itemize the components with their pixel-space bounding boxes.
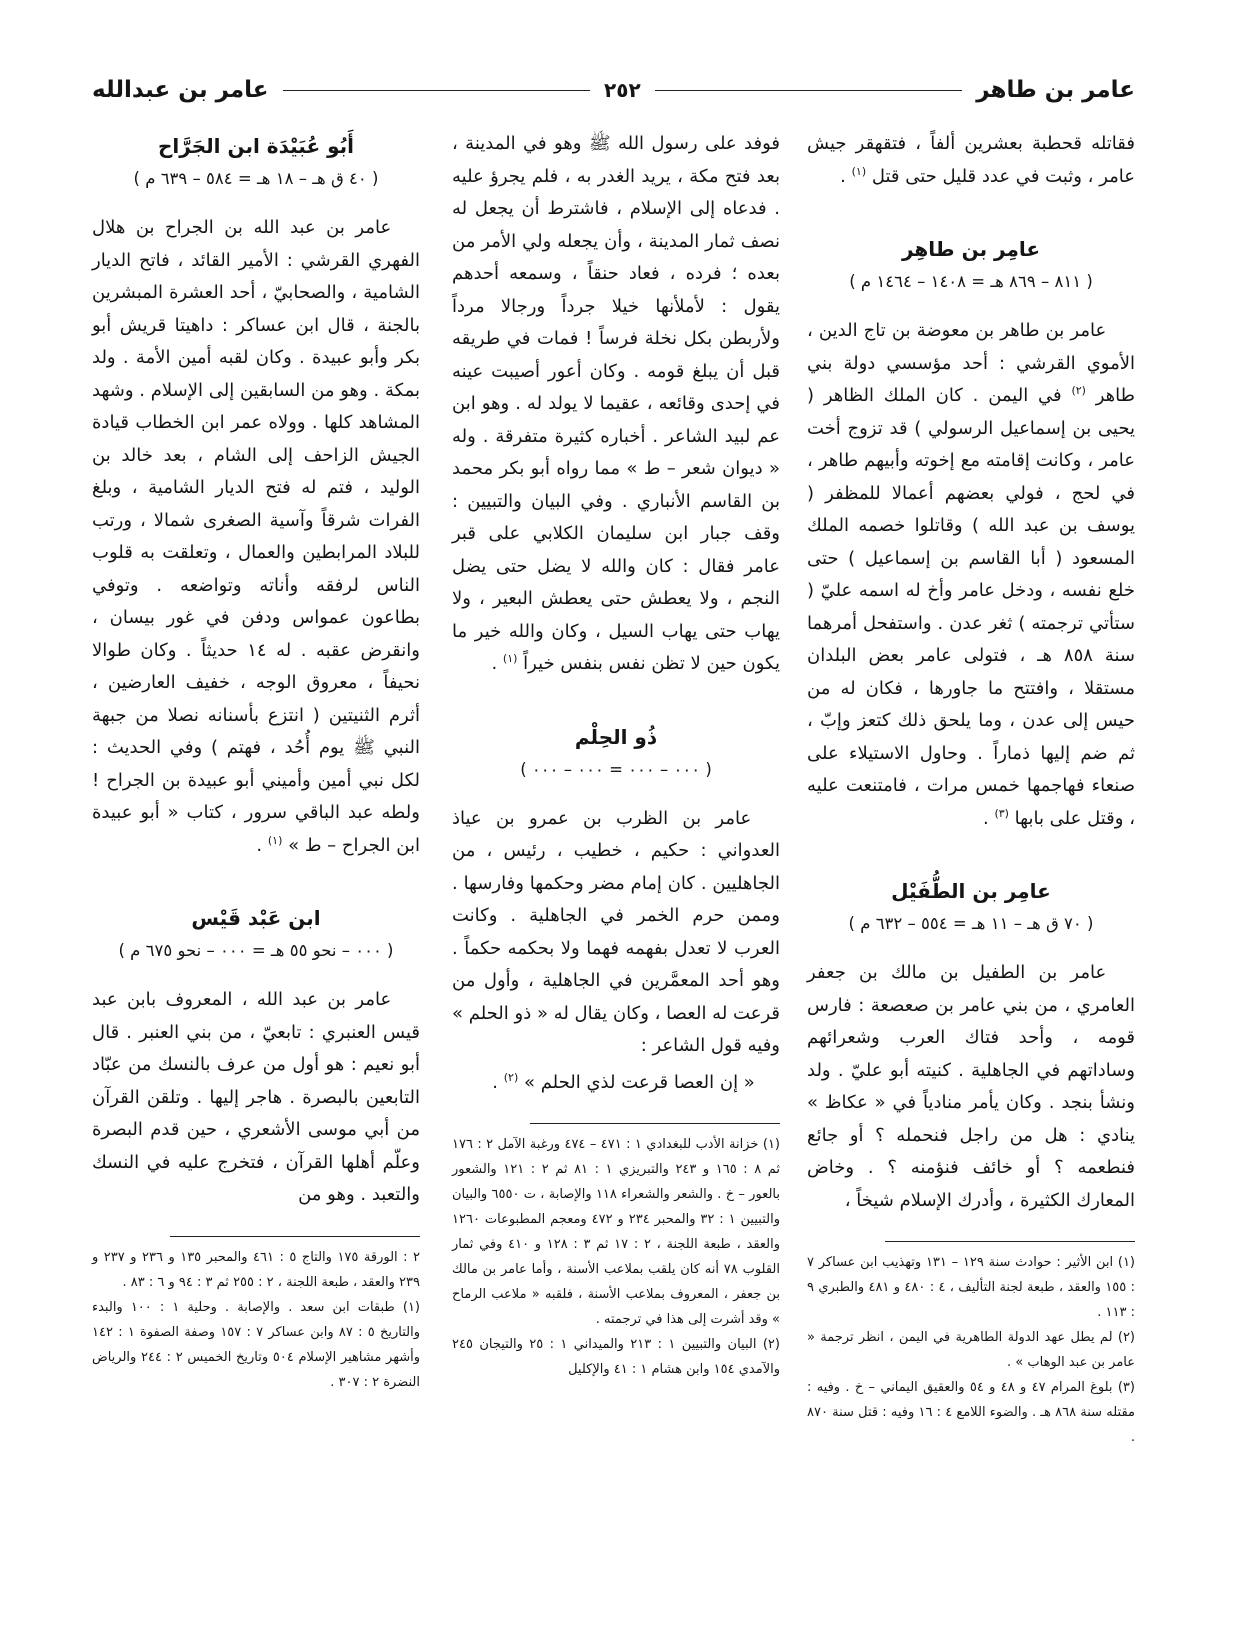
footnote-marker: (١)	[851, 164, 867, 178]
footnote-marker: (٣)	[994, 806, 1009, 820]
header-rule	[655, 90, 963, 91]
entry-dates: ( ٨١١ – ٨٦٩ هـ = ١٤٠٨ – ١٤٦٤ م )	[849, 272, 1093, 291]
entry-body: عامر بن عبد الله ، المعروف بابن عبد قيس العنبري : تابعيّ ، من بني العنبر . قال أبو نعيم : هو أول من عرف بالنسك من عبّاد التابعين بالبصرة . هاجر إليها . وتلقن القرآن من أبي موسى الأشعري ، حين قدم البصرة وعلّم أهلها القرآن ، فتخرج عليه في النسك والتعبد . وهو من	[92, 989, 420, 1205]
footnote: (٢) البيان والتبيين ١ : ٢١٣ والميداني ١ : ٢٥ والتيجان ٢٤٥ والآمدي ١٥٤ وابن هشام ١ : ٤١ والإكليل	[452, 1337, 780, 1377]
footnote-separator	[885, 1241, 1135, 1242]
header-right-title: عامر بن طاهر	[976, 77, 1135, 103]
paragraph-text: فوفد على رسول الله ﷺ وهو في المدينة ، بعد فتح مكة ، يريد الغدر به ، فلم يجرؤ عليه . فدعاه إلى الإسلام ، فاشترط أن يجعل له نصف ثمار المدينة ، وأن يجعله ولي الأمر من بعده ؛ فرده ، فعاد حنقاً ، وسمعه أحدهم يقول : لأملأنها خيلا جرداً ورجالا مرداً ولأربطن بكل نخلة فرساً ! فمات في طريقه قبل أن يبلغ قومه . وكان أعور أصيبت عينه في إحدى وقائعه ، عقيما لا يولد له . وهو ابن عم لبيد الشاعر . أخباره كثيرة متفرقة . وله « ديوان شعر – ط » مما رواه أبو بكر محمد بن القاسم الأنباري . وفي البيان والتبيين : وقف جبار ابن سليمان الكلابي على قبر عامر فقال : كان والله لا يضل حتى يضل النجم ، ولا يعطش حتى يعطش البعير ، ولا يهاب حتى يهاب السيل ، وكان والله خير ما يكون حين لا تظن نفس بنفس خيراً	[452, 133, 780, 674]
footnote: (١) ابن الأثير : حوادث سنة ١٢٩ – ١٣١ وتهذيب ابن عساكر ٧ : ١٥٥ والعقد ، طبعة لجنة التأليف ، ٤ : ٤٨٠ و ٤٨١ والطبري ٩ : ١١٣ .	[807, 1255, 1135, 1320]
entry-body	[807, 315, 1135, 835]
paragraph-text: .	[982, 807, 995, 829]
entry-heading: أَبُو عُبَيْدَة ابن الجَرَّاح	[158, 134, 354, 158]
column-middle	[452, 128, 780, 1382]
footnote: ٢ : الورقة ١٧٥ والتاج ٥ : ٤٦١ والمحبر ١٣٥ و ٢٣٦ و ٢٣٧ و ٢٣٩ والعقد ، طبعة اللجنة ، ٢ : ٢٥٥ ثم ٣ : ٩٤ و ٦ : ٨٣ .	[92, 1249, 420, 1290]
entry-heading: عامِر بن طاهِر	[901, 237, 1041, 261]
footnote-marker: (٢)	[1071, 384, 1086, 397]
footnote: (١) طبقات ابن سعد . والإصابة . وحلية ١ : ١٠٠ والبدء والتاريخ ٥ : ٨٧ وابن عساكر ٧ : ١٥٧ وصفة الصفوة ١ : ١٤٢ وأشهر مشاهير الإسلام ٥٠٤ وتاريخ الخميس ٢ : ٢٤٤ والرياض النضرة ٢ : ٣٠٧ .	[92, 1299, 420, 1390]
footnote: (٢) لم يطل عهد الدولة الطاهرية في اليمن ، انظر ترجمة « عامر بن عبد الوهاب » .	[807, 1330, 1135, 1370]
entry-dates: ( ٧٠ ق هـ – ١١ هـ = ٥٥٤ – ٦٣٢ م )	[848, 914, 1094, 933]
continuation-paragraph	[452, 128, 780, 681]
footnote-separator	[170, 1236, 420, 1237]
paragraph-text: .	[492, 1071, 504, 1093]
header-left-title: عامر بن عبدالله	[92, 77, 269, 103]
column-left	[92, 128, 420, 1395]
entry-body	[92, 212, 420, 862]
verse-quote	[452, 1067, 780, 1100]
footnote-separator	[530, 1123, 780, 1124]
footnote-marker: (١)	[267, 833, 283, 847]
paragraph-text: .	[491, 653, 503, 674]
entry-heading: ذُو الحِلْم	[574, 724, 658, 749]
entry-dates: ( ٠٠٠ – ٠٠٠ = ٠٠٠ – ٠٠٠ )	[520, 759, 712, 779]
entry-body: عامر بن الطفيل بن مالك بن جعفر العامري ، من بني عامر بن صعصعة : فارس قومه ، وأحد فتاك العرب وشعرائهم وساداتهم في الجاهلية . كنيته أبو عليّ . ولد ونشأ بنجد . وكان يأمر منادياً في « عكاظ » ينادي : هل من راجل فنحمله ؟ أو جائع فنطعمه ؟ أو خائف فنؤمنه ؟ . وخاض المعارك الكثيرة ، وأدرك الإسلام شيخاً ،	[807, 962, 1135, 1211]
column-right	[807, 128, 1135, 1450]
footnote-marker: (١)	[502, 652, 518, 665]
paragraph-text: عامر بن عبد الله بن الجراح بن هلال الفهري القرشي : الأمير القائد ، فاتح الديار الشامية ، والصحابيّ ، أحد العشرة المبشرين بالجنة ، قال ابن عساكر : داهيتا قريش أبو بكر وأبو عبيدة . وكان لقبه أمين الأمة . ولد بمكة . وهو من السابقين إلى الإسلام . وشهد المشاهد كلها . وولاه عمر ابن الخطاب قيادة الجيش الزاحف إلى الشام ، بعد خالد بن الوليد ، فتم له فتح الديار الشامية ، وبلغ الفرات شرقاً وآسية الصغرى شمالا ، ورتب للبلاد المرابطين والعمال ، وتعلقت به قلوب الناس لرفقه وأناته وتواضعه . وتوفي بطاعون عمواس ودفن في غور بيسان ، وانقرض عقبه . له ١٤ حديثاً . وكان طوالا نحيفاً ، معروق الوجه ، خفيف العارضين ، أثرم الثنيتين ( انتزع بأسنانه نصلا من جبهة النبي ﷺ يوم أُحُد ، فهتم ) وفي الحديث : لكل نبي أمين وأميني أبو عبيدة بن الجراح ! ولطه عبد الباقي سرور ، كتاب « أبو عبيدة ابن الجراح – ط »	[92, 217, 420, 856]
page-number: ٢٥٢	[604, 78, 641, 102]
page-header	[92, 70, 1135, 110]
paragraph-text: .	[256, 834, 268, 856]
entry-heading: عامِر بن الطُّفَيْل	[891, 879, 1051, 903]
paragraph-text: عامر بن طاهر بن معوضة بن تاج الدين ، الأموي القرشي : أحد مؤسسي دولة بني طاهر	[807, 320, 1135, 406]
paragraph-text: فقاتله قحطبة بعشرين ألفاً ، فتقهقر جيش عامر ، وثبت في عدد قليل حتى قتل	[807, 133, 1135, 187]
footnote-marker: (٢)	[503, 1070, 519, 1084]
entry-dates: ( ٠٠٠ – نحو ٥٥ هـ = ٠٠٠ – نحو ٦٧٥ م )	[118, 941, 394, 960]
entry-body: عامر بن الظرب بن عمرو بن عياذ العدواني : حكيم ، خطيب ، رئيس ، من الجاهليين . كان إمام مضر وحكمها وفارسها . وممن حرم الخمر في الجاهلية . وكانت العرب لا تعدل بفهمه فهما ولا بحكمه حكماً . وهو أحد المعمَّرين في الجاهلية ، وأول من قرعت له العصا ، وكان يقال له « ذو الحلم » وفيه قول الشاعر :	[452, 807, 780, 1056]
entry-heading: ابن عَبْد قَيْس	[191, 906, 321, 930]
paragraph-text: .	[840, 165, 852, 187]
entry-dates: ( ٤٠ ق هـ – ١٨ هـ = ٥٨٤ – ٦٣٩ م )	[133, 169, 379, 188]
continuation-paragraph	[807, 128, 1135, 193]
paragraph-text: في اليمن . كان الملك الظاهر ( يحيى بن إسماعيل الرسولي ) قد تزوج أخت عامر ، وكانت إقامته مع إخوته وأبيهم طاهر ، في لحج ، فولي بعضهم أعمالا للمظفر ( يوسف بن عبد الله ) وقاتلوا خصمه الملك المسعود ( أبا القاسم بن إسماعيل ) حتى خلع نفسه ، ودخل عامر وأخ له اسمه عليّ ( ستأتي ترجمته ) ثغر عدن . واستفحل أمرهما سنة ٨٥٨ هـ ، فتولى عامر بعض البلدان مستقلا ، وافتتح ما جاورها ، فكان له من حيس إلى عدن ، وما يلحق ذلك كتعز وإبّ ، ثم ضم إليها ذماراً . وحاول الاستيلاء على صنعاء فهاجمها خمس مرات ، فامتنعت عليه ، وقتل على بابها	[807, 385, 1135, 829]
paragraph-text: « إن العصا قرعت لذي الحلم »	[518, 1071, 755, 1093]
header-rule	[283, 90, 591, 91]
footnote: (١) خزانة الأدب للبغدادي ١ : ٤٧١ – ٤٧٤ ورغبة الآمل ٢ : ١٧٦ ثم ٨ : ١٦٥ و ٢٤٣ والتبريزي ١ : ٨١ ثم ٢ : ١٢١ والشعور بالعور – خ . والشعر والشعراء ١١٨ والإصابة ، ت ٦٥٥٠ والبيان والتبيين ١ : ٣٢ والمحبر ٢٣٤ و ٤٧٢ ومعجم المطبوعات ١٢٦٠ والعقد ، طبعة اللجنة ، ٢ : ١٧ ثم ٣ : ١٢٨ و ٤١٠ وفي ثمار القلوب ٧٨ أنه كان يلقب بملاعب الأسنة ، وأما عامر بن مالك بن جعفر ، المعروف بملاعب الأسنة ، فلقبه « ملاعب الرماح » وقد أشرت إلى هذا في ترجمته .	[452, 1137, 781, 1327]
footnote: (٣) بلوغ المرام ٤٧ و ٤٨ و ٥٤ والعقيق اليماني – خ . وفيه : مقتله سنة ٨٦٨ هـ . والضوء اللامع ٤ : ١٦ وفيه : قتل سنة ٨٧٠ .	[807, 1380, 1136, 1445]
